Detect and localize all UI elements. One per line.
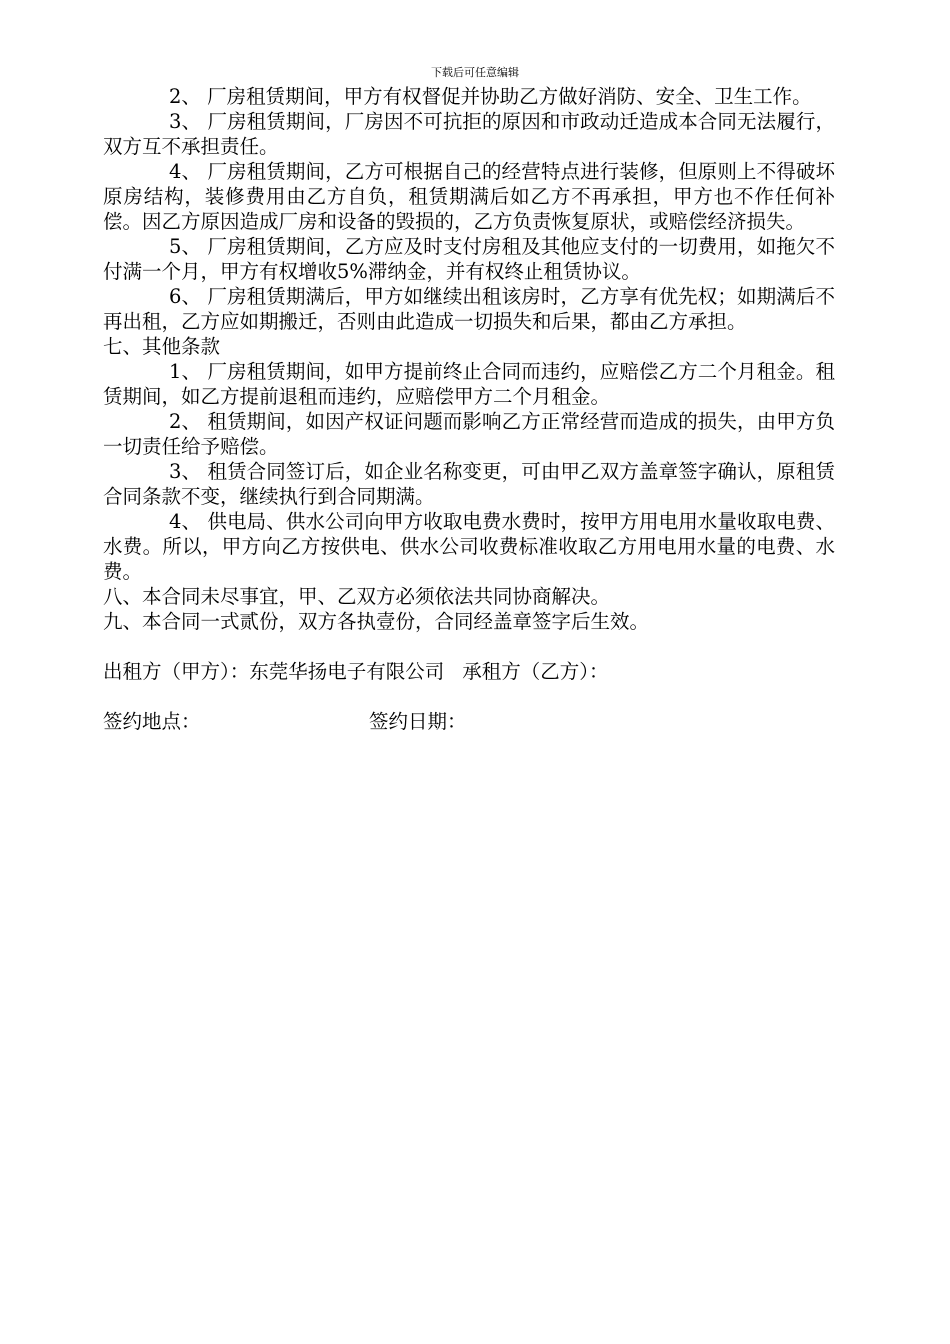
clause-6-4: 4、 厂房租赁期间，乙方可根据自己的经营特点进行装修，但原则上不得破坏原房结构，装修费用由乙方自负，租赁期满后如乙方不再承担，甲方也不作任何补偿。因乙方原因造成厂房和设备的毁损的，乙方负责恢复原状，或赔偿经济损失。 — [103, 160, 835, 233]
clause-6-6: 6、 厂房租赁期满后，甲方如继续出租该房时，乙方享有优先权；如期满后不再出租，乙方应如期搬迁，否则由此造成一切损失和后果，都由乙方承担。 — [103, 285, 835, 333]
clause-7-3: 3、 租赁合同签订后，如企业名称变更，可由甲乙双方盖章签字确认，原租赁合同条款不变，继续执行到合同期满。 — [103, 460, 835, 508]
section-9: 九、本合同一式贰份，双方各执壹份，合同经盖章签字后生效。 — [103, 610, 650, 633]
section-8: 八、本合同未尽事宜，甲、乙双方必须依法共同协商解决。 — [103, 585, 611, 608]
header-note: 下载后可任意编辑 — [431, 66, 519, 79]
clause-6-5: 5、 厂房租赁期间，乙方应及时支付房租及其他应支付的一切费用，如拖欠不付满一个月，甲方有权增收5%滞纳金，并有权终止租赁协议。 — [103, 235, 835, 283]
clause-7-1: 1、 厂房租赁期间，如甲方提前终止合同而违约，应赔偿乙方二个月租金。租赁期间，如乙方提前退租而违约，应赔偿甲方二个月租金。 — [103, 360, 835, 408]
clause-7-2: 2、 租赁期间，如因产权证问题而影响乙方正常经营而造成的损失，由甲方负一切责任给予赔偿。 — [103, 410, 835, 458]
signature-parties-row — [103, 659, 835, 684]
signing-location-label: 签约地点： — [103, 710, 201, 733]
spacer — [103, 684, 835, 709]
lessee-signature: 承租方（乙方）： — [462, 660, 609, 683]
clause-6-2: 2、 厂房租赁期间，甲方有权督促并协助乙方做好消防、安全、卫生工作。 — [169, 85, 812, 108]
lessor-signature: 出租方（甲方）：东莞华扬电子有限公司 — [103, 660, 445, 683]
signing-date-label: 签约日期： — [369, 710, 467, 733]
spacer — [103, 634, 835, 659]
section-7-heading: 七、其他条款 — [103, 335, 221, 358]
clause-6-3: 3、 厂房租赁期间，厂房因不可抗拒的原因和市政动迁造成本合同无法履行，双方互不承担责任。 — [103, 110, 835, 158]
signature-meta-row — [103, 709, 835, 734]
clause-7-4: 4、 供电局、供水公司向甲方收取电费水费时，按甲方用电用水量收取电费、水费。所以，甲方向乙方按供电、供水公司收费标准收取乙方用电用水量的电费、水费。 — [103, 510, 835, 583]
contract-body — [103, 84, 835, 734]
